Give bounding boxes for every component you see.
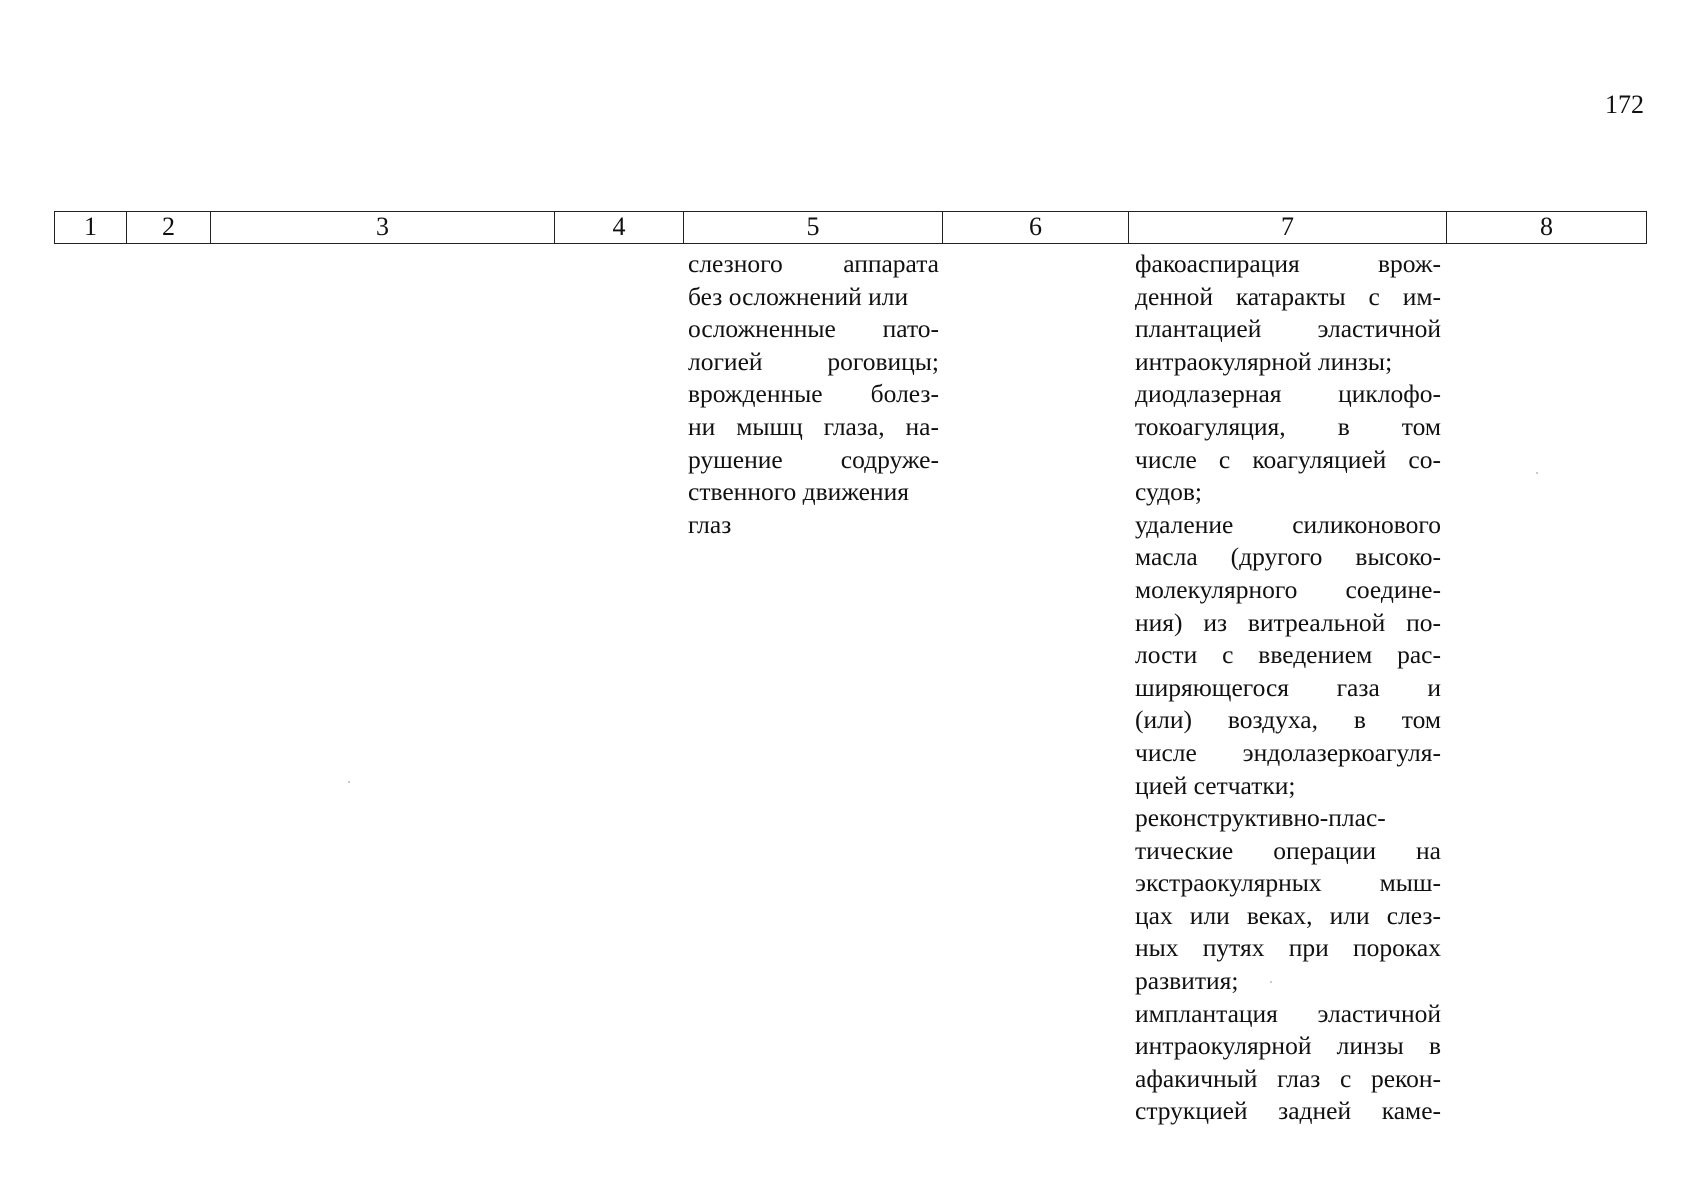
text-line: факоаспирация врож- <box>1135 249 1441 278</box>
text-line: денной катаракты с им- <box>1135 281 1441 311</box>
text-line: плантацией эластичной <box>1135 314 1441 344</box>
page-number: 172 <box>1605 90 1644 119</box>
text-line: логией роговицы; <box>688 346 939 376</box>
text-line: афакичный глаз с рекон- <box>1135 1063 1441 1093</box>
text-line: осложненные пато- <box>688 314 939 344</box>
text-line: лости с введением рас- <box>1135 640 1441 670</box>
text-line: реконструктивно-плас- <box>1135 803 1386 833</box>
text-line: тические операции на <box>1135 835 1441 865</box>
text-line: интраокулярной линзы в <box>1135 1031 1441 1061</box>
scan-speck <box>348 781 350 783</box>
header-cell-3: 3 <box>211 212 555 243</box>
header-cell-4: 4 <box>555 212 684 243</box>
text-line: без осложнений или <box>688 281 909 311</box>
text-line: слезного аппарата <box>688 249 939 278</box>
text-line: судов; <box>1135 477 1202 507</box>
text-line: диодлазерная циклофо- <box>1135 379 1441 409</box>
table-header-row <box>54 211 1647 244</box>
scan-speck <box>1536 472 1538 474</box>
column-5-text <box>688 248 939 541</box>
text-line: экстраокулярных мыш- <box>1135 868 1441 898</box>
header-cell-1: 1 <box>55 212 127 243</box>
text-line: врожденные болез- <box>688 379 939 409</box>
text-line: глаз <box>688 509 732 539</box>
header-cell-6: 6 <box>943 212 1129 243</box>
text-line: удаление силиконового <box>1135 509 1441 539</box>
text-line: числе с коагуляцией со- <box>1135 444 1441 474</box>
text-line: молекулярного соедине- <box>1135 574 1441 604</box>
text-line: токоагуляция, в том <box>1135 411 1441 441</box>
text-line: ных путях при пороках <box>1135 933 1441 963</box>
text-line: ширяющегося газа и <box>1135 672 1441 702</box>
text-line: рушение содруже- <box>688 444 939 474</box>
text-line: масла (другого высоко- <box>1135 542 1441 572</box>
text-line: интраокулярной линзы; <box>1135 346 1393 376</box>
text-line: ственного движения <box>688 477 909 507</box>
text-line: числе эндолазеркоагуля- <box>1135 737 1441 767</box>
column-7-text <box>1135 248 1441 1128</box>
text-line: развития; <box>1135 966 1239 996</box>
header-cell-2: 2 <box>127 212 211 243</box>
text-line: ни мышц глаза, на- <box>688 411 939 441</box>
text-line: ния) из витреальной по- <box>1135 607 1441 637</box>
header-cell-5: 5 <box>684 212 943 243</box>
header-cell-8: 8 <box>1447 212 1647 243</box>
text-line: цией сетчатки; <box>1135 770 1296 800</box>
header-cell-7: 7 <box>1129 212 1447 243</box>
text-line: цах или веках, или слез- <box>1135 900 1441 930</box>
text-line: струкцией задней каме- <box>1135 1096 1441 1126</box>
text-line: имплантация эластичной <box>1135 998 1441 1028</box>
scan-speck <box>1270 981 1272 983</box>
text-line: (или) воздуха, в том <box>1135 705 1441 735</box>
